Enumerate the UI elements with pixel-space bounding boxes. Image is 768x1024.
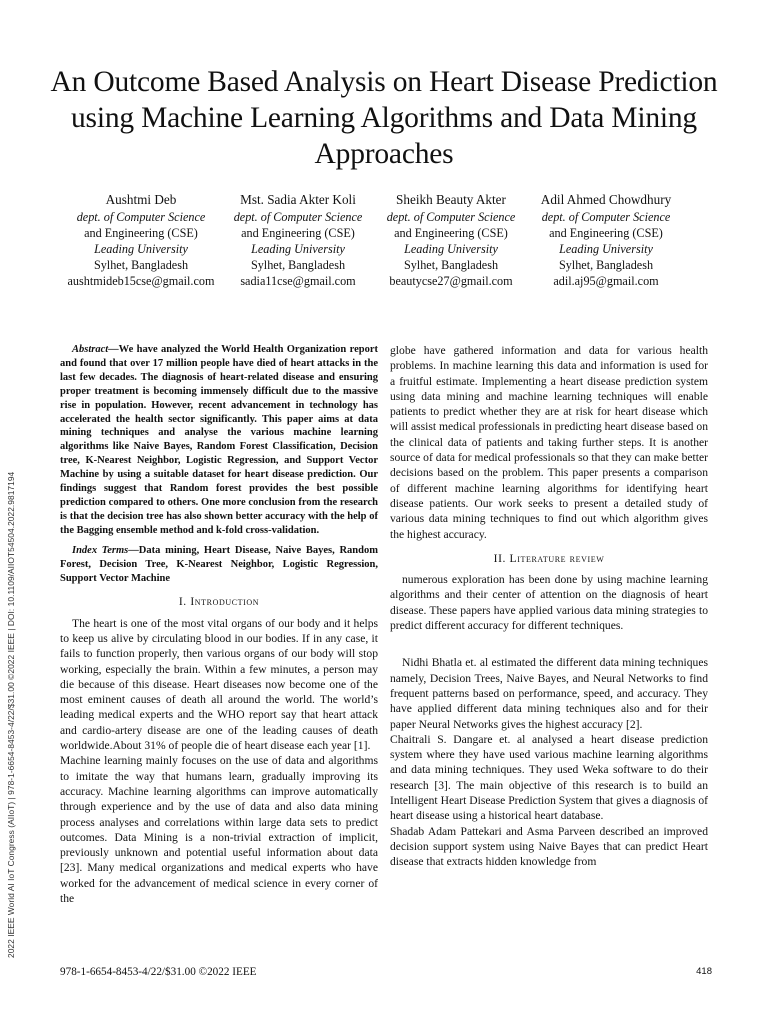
doi-side-note: 2022 IEEE World AI IoT Congress (AIIoT) | 978-1-6654-8453-4/22/$31.00 ©2022 IEEE | DOI: 10.1109/AIIOT54504.2022.9817194 [6,471,16,958]
author-dept: dept. of Computer Science [541,210,671,224]
page-number: 418 [696,966,712,977]
author-dept-cont: and Engineering (CSE) [394,226,508,240]
paragraph-gap [390,633,708,655]
right-column [390,343,708,870]
author-email: aushtmideb15cse@gmail.com [67,274,215,288]
literature-paragraph: Shadab Adam Pattekari and Asma Parveen described an improved decision support system using Naive Bayes that can predict Heart disease that extracts hidden knowledge from [390,824,708,869]
author-university: Leading University [251,242,345,256]
literature-paragraph: Nidhi Bhatla et. al estimated the different data mining techniques namely, Decision Trees, Naive Bayes, and Neural Networks to find frequent patterns based on performance, speed, and accuracy. They have applied different data mining techniques also and for their paper Neural Networks gives the highest accuracy [2]. [390,656,708,731]
author-card [56,191,226,289]
abstract-lead: Abstract [72,344,109,355]
intro-paragraph-continued: globe have gathered information and data for various health problems. In machine learning this data and information is used for a fruitful estimate. Implementing a heart disease prediction system using data mining and machine learning techniques will enable patients to predict whether they are at risk for heart disease which will assist medical professionals in predicting heart disease based on the clinical data of patients and taking further steps. It is another source of data for medical professionals so that they can make better decisions based on the problem. This paper presents a comparison of different machine learning algorithms for identifying heart disease patients. Our work seeks to present a detailed study of various data mining techniques to find out which algorithm gives the highest accuracy. [390,344,708,541]
author-dept-cont: and Engineering (CSE) [84,226,198,240]
index-terms-lead: Index Terms [72,544,129,556]
author-dept: dept. of Computer Science [386,210,516,224]
author-email: beautycse27@gmail.com [389,274,513,288]
index-terms [60,544,378,586]
author-city: Sylhet, Bangladesh [403,258,499,272]
author-block [56,191,756,301]
author-email: sadia11cse@gmail.com [240,274,356,288]
author-name: Aushtmi Deb [105,192,177,207]
author-dept-cont: and Engineering (CSE) [549,226,663,240]
author-dept: dept. of Computer Science [233,210,363,224]
index-terms-text: —Data mining, Heart Disease, Naive Bayes, Random Forest, Decision Tree, K-Nearest Neighbor, Logistic Regression, Support Vector Machine [60,544,378,584]
author-city: Sylhet, Bangladesh [558,258,654,272]
abstract-text: —We have analyzed the World Health Organization report and found that over 17 million people have died of heart attacks in the last few decades. The diagnosis of heart-related disease and ensuring proper treatment is becoming immensely difficult due to the massive rise in population. However, recent advancement in technology has accelerated the health sector significantly. This paper aims at data mining techniques and analyse the various machine learning algorithms like Naive Bayes, Random Forest Classification, Decision tree, K-Nearest Neighbor, Logistic Regression, and Support Vector Machine by using a suitable dataset for heart disease prediction. Our findings suggest that Random forest provides the best possible prediction compared to others. One more conclusion from the research is that the decision tree has also shown better accuracy with the help of the Bagging ensemble method and k-fold cross-validation. [60,344,378,536]
author-name: Sheikh Beauty Akter [396,192,506,207]
literature-paragraph: numerous exploration has been done by using machine learning algorithms and their center of attention on the diagnosis of heart disease. These papers have applied various data mining strategies to predict different accuracy for different techniques. [390,573,708,633]
section-title: Literature review [509,551,605,565]
abstract [60,343,378,538]
author-dept: dept. of Computer Science [76,210,206,224]
author-university: Leading University [94,242,188,256]
author-card [366,191,536,289]
footer-copyright: 978-1-6654-8453-4/22/$31.00 ©2022 IEEE [60,966,257,978]
author-name: Adil Ahmed Chowdhury [540,192,672,207]
paper-title: An Outcome Based Analysis on Heart Disease Prediction using Machine Learning Algorithms and Data Mining Approaches [50,66,718,170]
author-university: Leading University [559,242,653,256]
author-email: adil.aj95@gmail.com [553,274,659,288]
author-city: Sylhet, Bangladesh [250,258,346,272]
section-title: Introduction [190,595,260,609]
author-university: Leading University [404,242,498,256]
author-city: Sylhet, Bangladesh [93,258,189,272]
section-heading-literature-review [390,551,708,566]
section-numeral: II. [493,551,507,565]
section-numeral: I. [178,595,187,609]
author-card [521,191,691,289]
author-name: Mst. Sadia Akter Koli [240,192,356,207]
literature-paragraph: Chaitrali S. Dangare et. al analysed a heart disease prediction system where they have used various machine learning algorithms and data mining techniques. They used Weka software to do their research [3]. The main objective of this research is to build an Intelligent Heart Disease Prediction System that gives a diagnosis of heart disease using a historical heart database. [390,732,708,823]
author-card [213,191,383,289]
section-heading-introduction [60,594,378,609]
author-dept-cont: and Engineering (CSE) [241,226,355,240]
left-column [60,343,378,906]
intro-paragraph: The heart is one of the most vital organs of our body and it helps to keep us alive by circulating blood in our bodies. If in any case, it fails to function properly, then various organs of our body will stop working, especially the brain. Within a few minutes, a person may die because of this disease. Heart diseases now become one of the most eminent causes of death all around the world. The world’s leading medical experts and the WHO report say that heart attack and cardio-artery disease are one of the leading causes of death worldwide.About 31% of people die of heart disease each year [1]. [60,616,378,753]
intro-paragraph: Machine learning mainly focuses on the use of data and algorithms to imitate the way that humans learn, gradually improving its accuracy. Machine learning algorithms can improve automatically through experience and by the use of data and also data mining process analyses and correlations within large data sets to predict outcomes. Data Mining is a non-trivial extraction of implicit, previously unknown and potential useful information about data [23]. Many medical organizations and medical experts who have worked for the advancement of medical science in every corner of the [60,754,378,906]
